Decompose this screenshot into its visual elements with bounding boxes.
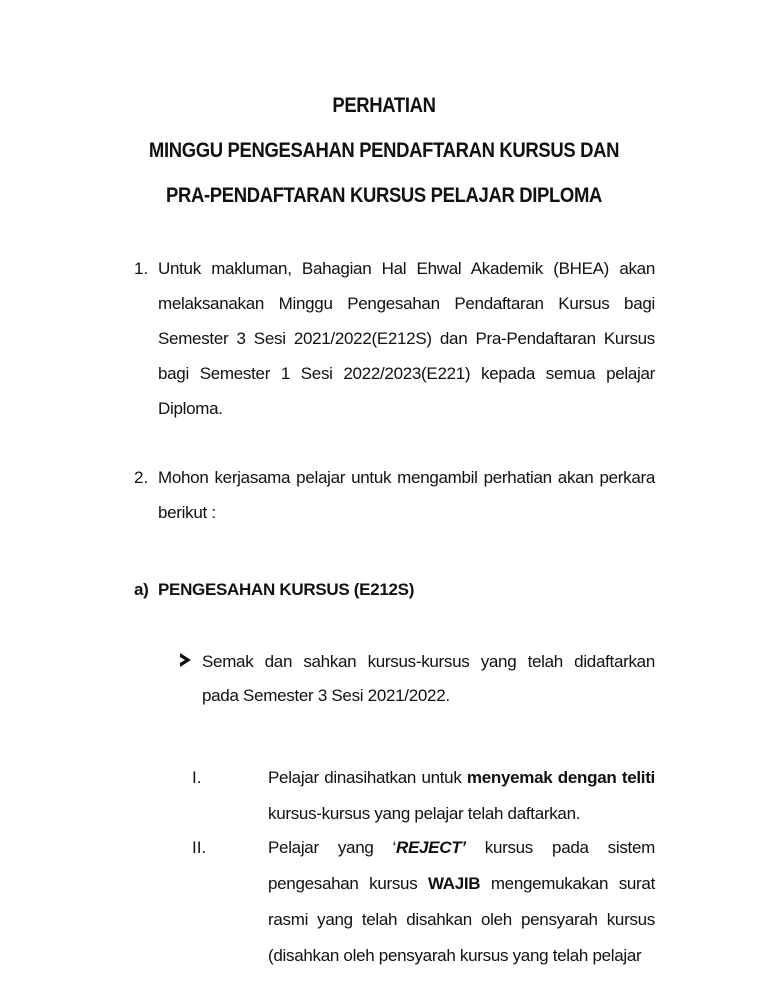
emphasis-text: menyemak dengan teliti xyxy=(466,768,655,787)
numbered-paragraph-2 xyxy=(134,460,655,530)
numbered-paragraph-1 xyxy=(134,251,655,426)
arrow-bullet-item xyxy=(180,645,655,713)
notice-subtitle-line-1: MINGGU PENGESAHAN PENDAFTARAN KURSUS DAN xyxy=(148,139,620,162)
text-segment: mengemukakan surat rasmi yang telah disahkan oleh pensyarah kursus (disahkan oleh pensyarah kursus yang telah pelajar xyxy=(268,874,655,965)
notice-subtitle-line-2: PRA-PENDAFTARAN KURSUS PELAJAR DIPLOMA xyxy=(166,184,602,207)
section-a-heading xyxy=(134,577,414,603)
roman-point-text xyxy=(268,760,655,832)
text-segment: Pelajar yang ‘ xyxy=(268,838,397,857)
emphasis-text: WAJIB xyxy=(427,874,481,893)
paragraph-text: Untuk makluman, Bahagian Hal Ehwal Akademik (BHEA) akan melaksanakan Minggu Pengesahan Pendaftaran Kursus bagi Semester 3 Sesi 2021/2022(E212S) dan Pra-Pendaftaran Kursus bagi Semester 1 Sesi 2022/2023(E221) kepada semua pelajar Diploma. xyxy=(158,259,655,418)
paragraph-number: 2. xyxy=(134,468,149,487)
notice-title: PERHATIAN xyxy=(332,94,436,117)
text-segment: kursus-kursus yang pelajar telah daftarkan. xyxy=(268,804,581,823)
roman-numeral: II. xyxy=(192,838,207,857)
arrow-bullet-icon xyxy=(180,653,191,667)
section-title: PENGESAHAN KURSUS (E212S) xyxy=(158,580,415,599)
section-marker: a) xyxy=(134,580,149,599)
roman-numeral: I. xyxy=(192,768,202,787)
bullet-text: Semak dan sahkan kursus-kursus yang telah didaftarkan pada Semester 3 Sesi 2021/2022. xyxy=(202,652,655,705)
roman-point-1 xyxy=(150,760,655,832)
roman-point-text xyxy=(268,830,655,974)
paragraph-number: 1. xyxy=(134,259,149,278)
text-segment: Pelajar dinasihatkan untuk xyxy=(268,768,467,787)
paragraph-text: Mohon kerjasama pelajar untuk mengambil perhatian akan perkara berikut : xyxy=(158,468,655,522)
emphasis-text: REJECT’ xyxy=(396,838,466,857)
roman-point-2 xyxy=(150,830,655,974)
text-segment: kursus pada sistem pengesahan kursus xyxy=(268,838,655,893)
